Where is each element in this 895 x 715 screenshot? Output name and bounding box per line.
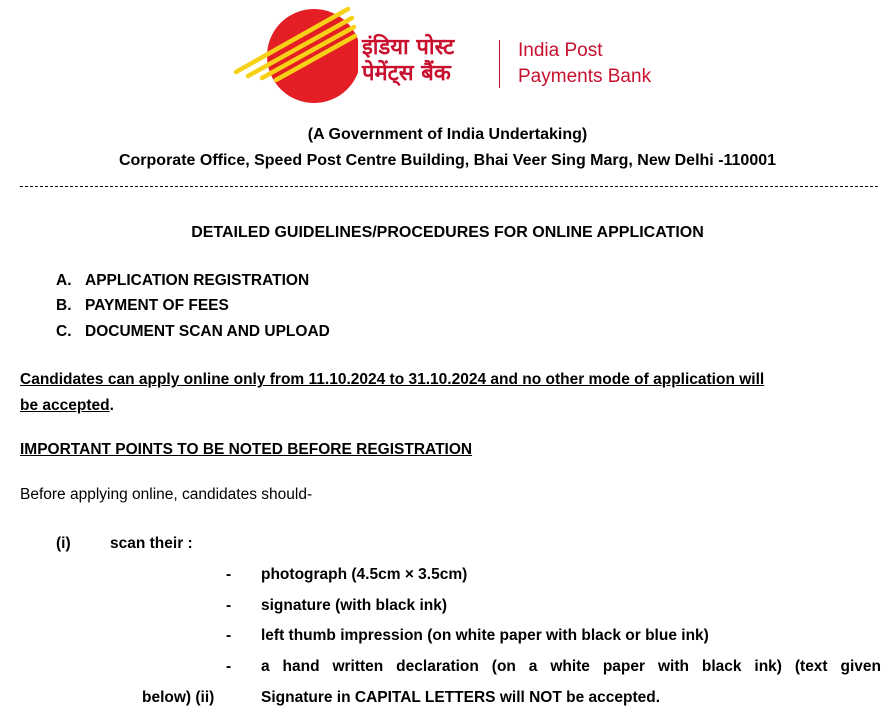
notice-line2 [20,397,114,415]
office-address: Corporate Office, Speed Post Centre Building, Bhai Veer Sing Marg, New Delhi -110001 [118,152,777,169]
bullet-declaration: a hand written declaration (on a white paper with black ink) (text given [261,658,881,675]
brand-english-line1: India Post [518,40,603,61]
important-heading: IMPORTANT POINTS TO BE NOTED BEFORE REGISTRATION [20,441,473,458]
bullet-dash-4: - [226,658,232,675]
brand-english-line2: Payments Bank [518,66,652,87]
bullet-signature: signature (with black ink) [261,597,448,614]
dashed-divider [20,186,878,187]
undertaking-line: (A Government of India Undertaking) [307,126,588,143]
bullet-photograph: photograph (4.5cm × 3.5cm) [261,566,468,583]
section-letter-b: B. [56,297,72,314]
section-letter-a: A. [56,272,72,289]
bullet-dash-3: - [226,627,232,644]
notice-line2-end: . [109,397,114,414]
page-title: DETAILED GUIDELINES/PROCEDURES FOR ONLINE APPLICATION [191,224,704,241]
continuation-text: Signature in CAPITAL LETTERS will NOT be accepted. [261,689,661,706]
brand-hindi-line1: इंडिया पोस्ट [362,35,455,60]
section-label-c: DOCUMENT SCAN AND UPLOAD [85,323,330,340]
continuation-left: below) (ii) [142,689,215,706]
intro-text: Before applying online, candidates should- [20,486,313,503]
brand-hindi-line2: पेमेंट्स बैंक [362,61,451,86]
brand-divider [499,40,500,88]
notice-line1: Candidates can apply online only from 11.10.2024 to 31.10.2024 and no other mode of application will [20,371,765,388]
section-label-b: PAYMENT OF FEES [85,297,229,314]
ippb-logo [228,4,358,104]
section-label-a: APPLICATION REGISTRATION [85,272,310,289]
step-i-number: (i) [56,535,71,552]
notice-line2-text: be accepted [20,397,110,414]
brand-hindi [362,35,454,87]
bullet-thumb: left thumb impression (on white paper with black or blue ink) [261,627,709,644]
step-i-label: scan their : [110,535,193,552]
section-letter-c: C. [56,323,72,340]
bullet-dash-2: - [226,597,232,614]
bullet-dash-1: - [226,566,232,583]
